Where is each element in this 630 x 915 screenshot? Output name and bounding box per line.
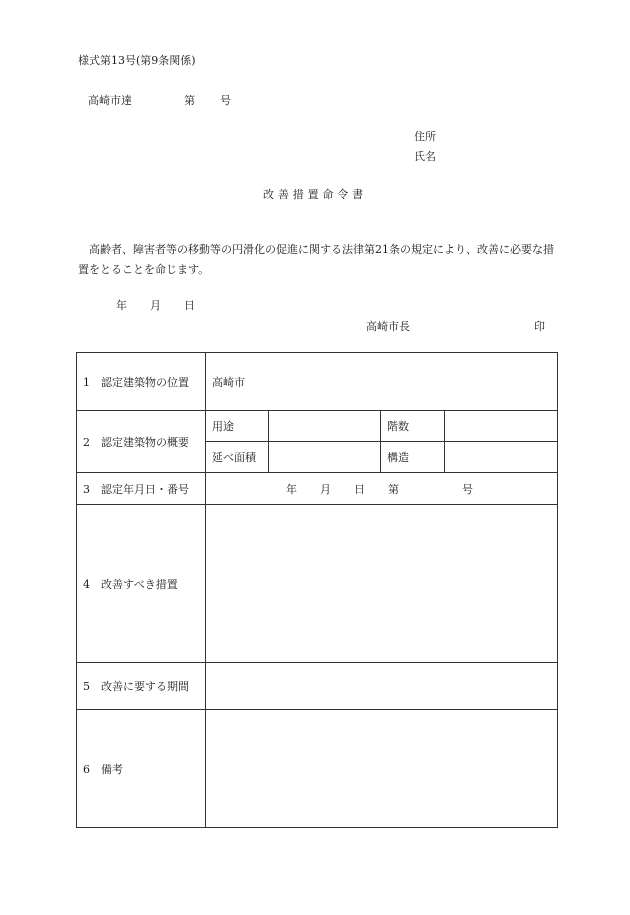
row-number: 4 <box>83 577 90 591</box>
notice-go: 号 <box>220 94 231 107</box>
remarks-label: 備考 <box>101 762 123 776</box>
notice-dai: 第 <box>184 94 195 107</box>
approval-value <box>206 473 558 505</box>
seal-mark: 印 <box>534 320 545 333</box>
date-year: 年 <box>116 299 127 312</box>
approval-day: 日 <box>354 482 365 496</box>
body-text: 高齢者、障害者等の移動等の円滑化の促進に関する法律第21条の規定により、改善に必要な措置をとることを命じます。 <box>78 243 554 276</box>
date-day: 日 <box>184 299 195 312</box>
floors-value <box>445 411 558 442</box>
remarks-label-cell <box>77 710 206 828</box>
row-number: 5 <box>83 680 90 693</box>
table-row-location <box>77 353 558 411</box>
floor-area-label: 延べ面積 <box>206 442 269 473</box>
floors-label: 階数 <box>381 411 445 442</box>
approval-month: 月 <box>320 482 331 496</box>
remarks-value <box>206 710 558 828</box>
floor-area-value <box>269 442 381 473</box>
issuer-mayor: 高崎市長 <box>366 320 410 333</box>
table-row-remarks <box>77 710 558 828</box>
location-label: 認定建築物の位置 <box>101 375 189 389</box>
overview-label-cell <box>77 411 206 473</box>
measures-label: 改善すべき措置 <box>101 577 178 591</box>
address-label: 住所 <box>414 130 436 143</box>
table-row-approval <box>77 473 558 505</box>
row-number: 2 <box>83 435 90 449</box>
measures-value <box>206 505 558 663</box>
approval-label-cell <box>77 473 206 505</box>
row-number: 6 <box>83 762 90 776</box>
approval-label: 認定年月日・番号 <box>101 482 189 496</box>
structure-value <box>445 442 558 473</box>
name-label: 氏名 <box>414 150 436 163</box>
location-label-cell <box>77 353 206 411</box>
period-label: 改善に要する期間 <box>101 680 189 693</box>
approval-go: 号 <box>462 482 473 496</box>
date-month: 月 <box>150 299 161 312</box>
structure-label: 構造 <box>381 442 445 473</box>
table-row-period <box>77 663 558 710</box>
order-form-table <box>76 352 558 828</box>
period-value <box>206 663 558 710</box>
approval-dai: 第 <box>388 482 399 496</box>
overview-label: 認定建築物の概要 <box>101 435 189 449</box>
usage-value <box>269 411 381 442</box>
document-title: 改善措置命令書 <box>263 188 367 201</box>
table-row-overview-1 <box>77 411 558 442</box>
location-value: 高崎市 <box>206 353 558 411</box>
table-row-measures <box>77 505 558 663</box>
notice-city: 高崎市達 <box>88 94 132 107</box>
usage-label: 用途 <box>206 411 269 442</box>
measures-label-cell <box>77 505 206 663</box>
row-number: 3 <box>83 482 90 496</box>
row-number: 1 <box>83 375 90 389</box>
approval-year: 年 <box>286 482 297 496</box>
form-number: 様式第13号(第9条関係) <box>78 54 196 67</box>
period-label-cell <box>77 663 206 710</box>
